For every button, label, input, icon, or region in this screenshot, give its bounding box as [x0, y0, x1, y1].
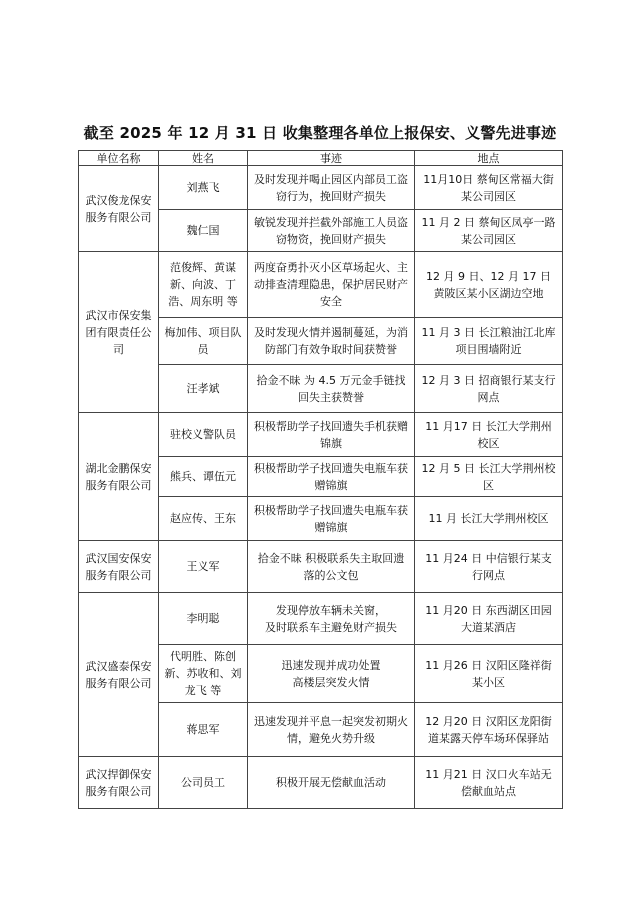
table-row [79, 757, 563, 809]
location-cell: 11月10日 蔡甸区常福大街某公司园区 [415, 166, 563, 210]
header-location: 地点 [415, 151, 563, 166]
name-cell: 驻校义警队员 [159, 413, 248, 457]
unit-cell: 武汉捍御保安服务有限公司 [79, 757, 159, 809]
table-row [79, 413, 563, 457]
unit-cell: 武汉盛泰保安服务有限公司 [79, 593, 159, 757]
deeds-table [78, 150, 563, 809]
table-row [79, 593, 563, 645]
name-cell: 公司员工 [159, 757, 248, 809]
location-cell: 11 月26 日 汉阳区隆祥街某小区 [415, 645, 563, 703]
document-title: 截至 2025 年 12 月 31 日 收集整理各单位上报保安、义警先进事迹 [83, 124, 557, 142]
location-cell: 12 月 3 日 招商银行某支行网点 [415, 365, 563, 413]
location-cell: 12 月 5 日 长江大学荆州校区 [415, 457, 563, 497]
name-cell: 刘燕飞 [159, 166, 248, 210]
name-cell: 熊兵、谭伍元 [159, 457, 248, 497]
name-cell: 梅加伟、项目队员 [159, 318, 248, 365]
location-cell: 11 月21 日 汉口火车站无偿献血站点 [415, 757, 563, 809]
location-cell: 11 月 2 日 蔡甸区凤亭一路某公司园区 [415, 210, 563, 252]
name-cell: 汪孝斌 [159, 365, 248, 413]
deed-cell: 迅速发现并成功处置 高楼层突发火情 [248, 645, 415, 703]
location-cell: 11 月20 日 东西湖区田园大道某酒店 [415, 593, 563, 645]
unit-cell: 武汉国安保安服务有限公司 [79, 541, 159, 593]
location-cell: 11 月 长江大学荆州校区 [415, 497, 563, 541]
name-cell: 范俊辉、黄谋新、向波、丁浩、周东明 等 [159, 252, 248, 318]
deed-cell: 两度奋勇扑灭小区草场起火、主动排查清理隐患，保护居民财产安全 [248, 252, 415, 318]
deed-cell: 积极帮助学子找回遗失电瓶车获赠锦旗 [248, 497, 415, 541]
location-cell: 11 月24 日 中信银行某支行网点 [415, 541, 563, 593]
location-cell: 12 月 9 日、12 月 17 日 黄陂区某小区湖边空地 [415, 252, 563, 318]
table-header-row [79, 151, 563, 166]
deed-cell: 拾金不昧 为 4.5 万元金手链找回失主获赞誉 [248, 365, 415, 413]
deed-cell: 发现停放车辆未关窗， 及时联系车主避免财产损失 [248, 593, 415, 645]
deed-cell: 迅速发现并平息一起突发初期火情，避免火势升级 [248, 703, 415, 757]
table-row [79, 541, 563, 593]
header-name: 姓名 [159, 151, 248, 166]
deed-cell: 拾金不昧 积极联系失主取回遗落的公文包 [248, 541, 415, 593]
deed-cell: 积极帮助学子找回遗失手机获赠锦旗 [248, 413, 415, 457]
header-unit: 单位名称 [79, 151, 159, 166]
unit-cell: 武汉俊龙保安服务有限公司 [79, 166, 159, 252]
deed-cell: 及时发现火情并遏制蔓延，为消防部门有效争取时间获赞誉 [248, 318, 415, 365]
table-row [79, 252, 563, 318]
deed-cell: 敏锐发现并拦截外部施工人员盗窃物资，挽回财产损失 [248, 210, 415, 252]
name-cell: 李明聪 [159, 593, 248, 645]
name-cell: 魏仁国 [159, 210, 248, 252]
name-cell: 蒋思军 [159, 703, 248, 757]
deed-cell: 积极帮助学子找回遗失电瓶车获赠锦旗 [248, 457, 415, 497]
unit-cell: 湖北金鹏保安服务有限公司 [79, 413, 159, 541]
location-cell: 11 月 3 日 长江粮油江北库项目围墙附近 [415, 318, 563, 365]
header-deed: 事迹 [248, 151, 415, 166]
name-cell: 赵应传、王东 [159, 497, 248, 541]
unit-cell: 武汉市保安集团有限责任公司 [79, 252, 159, 413]
table-row [79, 166, 563, 210]
name-cell: 代明胜、陈创新、苏收和、刘龙飞 等 [159, 645, 248, 703]
location-cell: 12 月20 日 汉阳区龙阳街道某露天停车场环保驿站 [415, 703, 563, 757]
location-cell: 11 月17 日 长江大学荆州校区 [415, 413, 563, 457]
deed-cell: 及时发现并喝止园区内部员工盗窃行为，挽回财产损失 [248, 166, 415, 210]
deed-cell: 积极开展无偿献血活动 [248, 757, 415, 809]
name-cell: 王义军 [159, 541, 248, 593]
